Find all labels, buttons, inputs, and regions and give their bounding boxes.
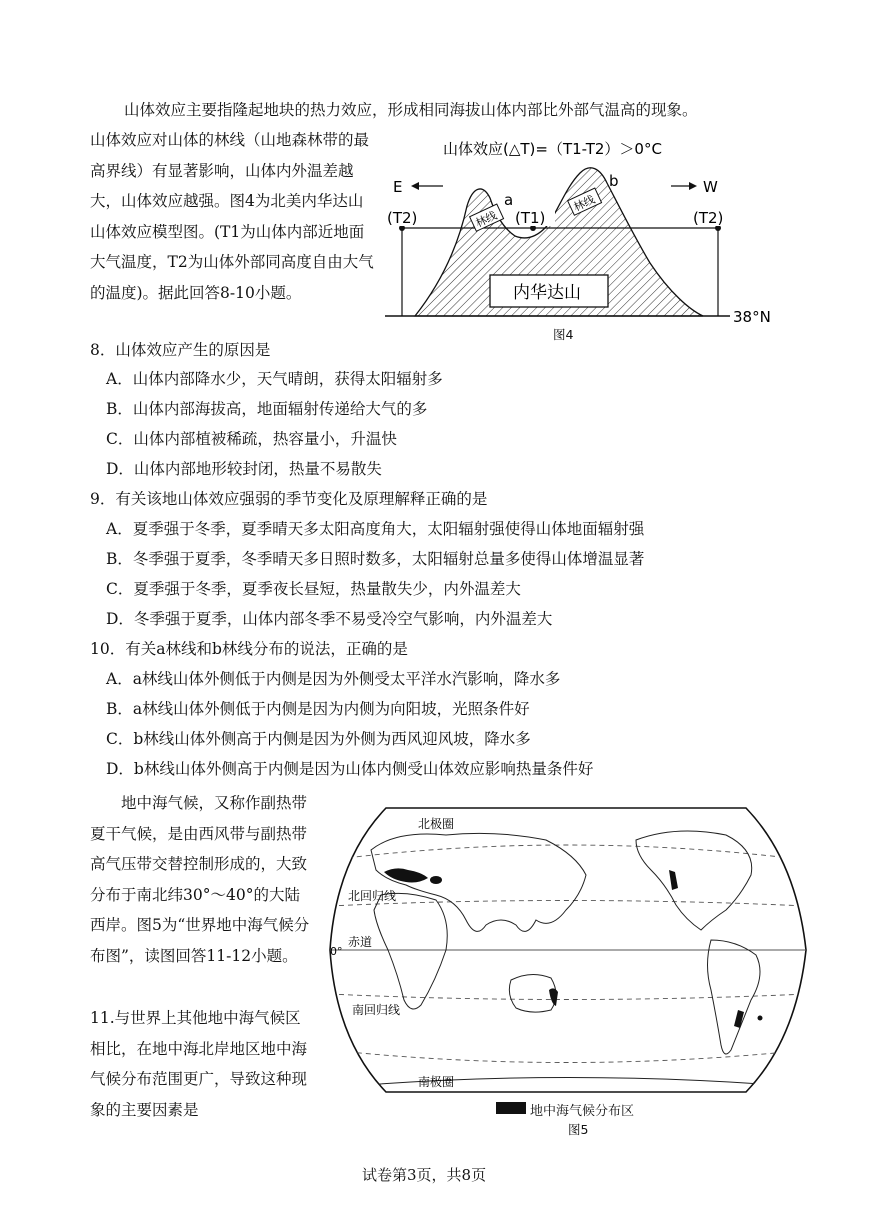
- figure-4-caption: 图4: [553, 327, 574, 342]
- antarctic-circle-label: 南极圈: [418, 1075, 455, 1089]
- q9-option-d: D．冬季强于夏季，山体内部冬季不易受冷空气影响，内外温差大: [106, 610, 553, 628]
- q8-option-c: C．山体内部植被稀疏，热容量小，升温快: [106, 430, 397, 448]
- t2-right-label: (T2): [693, 209, 724, 227]
- figure-5-caption: 图5: [568, 1122, 589, 1137]
- west-label: W: [703, 178, 718, 196]
- q8-option-b: B．山体内部海拔高，地面辐射传递给大气的多: [106, 400, 428, 418]
- intro-paragraph: 山体效应对山体的林线（山地森林带的最高界线）有显著影响，山体内外温差越大，山体效应越强。图4为北美内华达山山体效应模型图。(T1为山体内部近地面大气温度，T2为山体外部同高度自由大气的温度)。据此回答8-10小题。: [90, 131, 374, 302]
- tropic-of-capricorn-label: 南回归线: [352, 1003, 401, 1017]
- east-label: E: [393, 178, 403, 196]
- q9-option-a: A．夏季强于冬季，夏季晴天多太阳高度角大，太阳辐射强使得山体地面辐射强: [106, 520, 645, 538]
- page-footer: 试卷第3页，共8页: [362, 1166, 487, 1184]
- treeline-a-label: 林线: [473, 208, 500, 230]
- q10-option-c: C．b林线山体外侧高于内侧是因为外侧为西风迎风坡，降水多: [106, 730, 531, 748]
- q9-option-b: B．冬季强于夏季，冬季晴天多日照时数多，太阳辐射总量多使得山体增温显著: [106, 550, 645, 568]
- intro-first-line: 山体效应主要指隆起地块的热力效应，形成相同海拔山体内部比外部气温高的现象。: [124, 101, 698, 119]
- q8-stem: 8．山体效应产生的原因是: [90, 341, 271, 359]
- q8-option-d: D．山体内部地形较封闭，热量不易散失: [106, 460, 382, 478]
- t1-label: (T1): [515, 209, 546, 227]
- formula-text: 山体效应(△T)=（T1-T2）＞0°C: [443, 140, 662, 158]
- q8-option-a: A．山体内部降水少，天气晴朗，获得太阳辐射多: [106, 370, 443, 388]
- latitude-label: 38°N: [733, 308, 771, 326]
- figure-4-diagram: [385, 128, 780, 343]
- q10-option-a: A．a林线山体外侧低于内侧是因为外侧受太平洋水汽影响，降水多: [106, 670, 561, 688]
- zero-degree-label: 0°: [330, 945, 343, 958]
- legend-label: 地中海气候分布区: [530, 1104, 635, 1119]
- figure-5-world-map: [326, 800, 816, 1110]
- mediterranean-paragraph: 地中海气候，又称作副热带夏干气候，是由西风带与副热带高气压带交替控制形成的，大致分布于南北纬30°～40°的大陆西岸。图5为“世界地中海气候分布图”，读图回答11-12小题。: [90, 794, 310, 965]
- legend-swatch: [496, 1102, 526, 1114]
- label-b: b: [609, 172, 619, 190]
- q9-stem: 9．有关该地山体效应强弱的季节变化及原理解释正确的是: [90, 490, 488, 508]
- arctic-circle-label: 北极圈: [418, 817, 455, 831]
- q10-stem: 10．有关a林线和b林线分布的说法，正确的是: [90, 640, 408, 658]
- label-a: a: [504, 191, 514, 209]
- q11-stem: 11.与世界上其他地中海气候区相比，在地中海北岸地区地中海气候分布范围更广，导致这种现象的主要因素是: [90, 1009, 308, 1119]
- equator-label: 赤道: [348, 935, 373, 949]
- tropic-of-cancer-label: 北回归线: [348, 889, 397, 903]
- q9-option-c: C．夏季强于冬季，夏季夜长昼短，热量散失少，内外温差大: [106, 580, 521, 598]
- t2-left-label: (T2): [387, 209, 418, 227]
- mountain-name: 内华达山: [513, 283, 581, 303]
- treeline-b-label: 林线: [571, 192, 598, 214]
- q10-option-d: D．b林线山体外侧高于内侧是因为山体内侧受山体效应影响热量条件好: [106, 760, 594, 778]
- q10-option-b: B．a林线山体外侧低于内侧是因为内侧为向阳坡，光照条件好: [106, 700, 530, 718]
